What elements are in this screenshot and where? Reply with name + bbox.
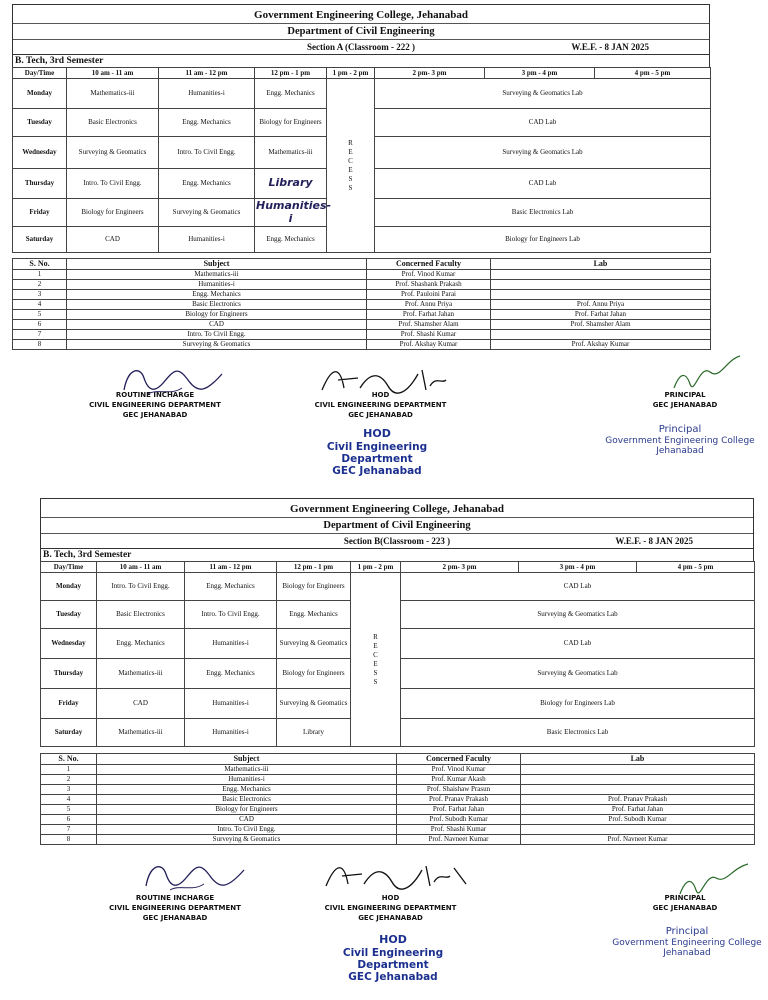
day-cell: Saturday — [13, 227, 67, 253]
header-cell: 12 pm - 1 pm — [255, 68, 327, 79]
slot-cell: Biology for Engineers — [67, 199, 159, 227]
serial-no: 6 — [13, 320, 67, 330]
section-label: Section B(Classroom - 223 ) — [343, 536, 451, 546]
faculty-name: Prof. Annu Priya — [367, 300, 491, 310]
routine-incharge-signature — [140, 856, 250, 896]
serial-no: 3 — [13, 290, 67, 300]
slot-cell-handwritten: Library — [255, 169, 327, 199]
program-label: B. Tech, 3rd Semester — [12, 54, 710, 67]
lab-cell: Surveying & Geomatics Lab — [375, 79, 711, 109]
subject-name: Humanities-i — [67, 280, 367, 290]
lab-faculty — [491, 280, 711, 290]
lab-faculty: Prof. Farhat Jahan — [491, 310, 711, 320]
day-cell: Wednesday — [41, 629, 97, 659]
timetable-grid — [40, 561, 755, 747]
timetable-header-row — [41, 562, 755, 573]
day-cell: Thursday — [41, 659, 97, 689]
faculty-name: Prof. Farhat Jahan — [367, 310, 491, 320]
day-cell: Wednesday — [13, 137, 67, 169]
slot-cell: Humanities-i — [185, 629, 277, 659]
signatory-title: ROUTINE INCHARGE — [115, 391, 195, 399]
slot-cell: Intro. To Civil Engg. — [159, 137, 255, 169]
subject-faculty-table — [12, 258, 711, 350]
slot-cell: Surveying & Geomatics — [159, 199, 255, 227]
slot-cell: Basic Electronics — [97, 601, 185, 629]
faculty-name: Prof. Vinod Kumar — [367, 270, 491, 280]
faculty-name: Prof. Shashank Prakash — [367, 280, 491, 290]
sheet-header — [12, 4, 710, 54]
lab-cell: Surveying & Geomatics Lab — [401, 601, 755, 629]
subject-name: Mathematics-iii — [67, 270, 367, 280]
header-cell: Day/Time — [13, 68, 67, 79]
subject-name: CAD — [67, 320, 367, 330]
recess-letter: R — [373, 632, 378, 641]
stamp-line: Jehanabad — [656, 445, 704, 456]
department-name: Department of Civil Engineering — [13, 24, 709, 40]
section-title — [41, 534, 753, 548]
stamp-line: Principal — [665, 926, 709, 937]
stamp-line: GEC Jehanabad — [348, 970, 438, 983]
signatory-department: CIVIL ENGINEERING DEPARTMENT — [314, 401, 447, 409]
lab-faculty — [521, 825, 755, 835]
recess-letter: C — [348, 156, 353, 165]
faculty-name: Prof. Akshay Kumar — [367, 340, 491, 350]
serial-no: 1 — [41, 765, 97, 775]
lab-cell: CAD Lab — [375, 169, 711, 199]
slot-cell: Surveying & Geomatics — [277, 629, 351, 659]
slot-cell: Basic Electronics — [67, 109, 159, 137]
slot-cell: Engg. Mechanics — [97, 629, 185, 659]
stamp-line: Government Engineering College — [605, 435, 755, 446]
recess-letter: S — [373, 668, 378, 677]
timetable-grid — [12, 67, 711, 253]
signatory-department: CIVIL ENGINEERING DEPARTMENT — [109, 904, 241, 912]
lab-cell: Basic Electronics Lab — [401, 719, 755, 747]
header-cell: 3 pm - 4 pm — [485, 68, 595, 79]
timetable-header-row — [13, 68, 711, 79]
serial-no: 7 — [13, 330, 67, 340]
signatory-department: CIVIL ENGINEERING DEPARTMENT — [324, 904, 457, 912]
recess-letter: S — [348, 183, 353, 192]
slot-cell: Biology for Engineers — [277, 659, 351, 689]
header-cell: 1 pm - 2 pm — [351, 562, 401, 573]
subject-header-row — [13, 259, 711, 270]
subject-row — [41, 775, 755, 785]
wef-date: W.E.F. - 8 JAN 2025 — [571, 42, 649, 52]
program-label: B. Tech, 3rd Semester — [40, 548, 754, 561]
slot-cell: Humanities-i — [159, 227, 255, 253]
stamp-line: Government Engineering College — [612, 937, 762, 948]
serial-no: 2 — [13, 280, 67, 290]
subject-row — [41, 785, 755, 795]
lab-faculty — [521, 775, 755, 785]
slot-cell: Humanities-i — [185, 689, 277, 719]
slot-cell: CAD — [97, 689, 185, 719]
subject-name: Basic Electronics — [97, 795, 397, 805]
serial-no: 4 — [41, 795, 97, 805]
subject-row — [13, 270, 711, 280]
signatory-title: HOD — [381, 894, 400, 902]
lab-faculty: Prof. Farhat Jahan — [521, 805, 755, 815]
lab-cell: CAD Lab — [401, 573, 755, 601]
recess-letter: E — [373, 641, 378, 650]
signatory-institution: GEC JEHANABAD — [142, 914, 208, 922]
subject-name: Surveying & Geomatics — [97, 835, 397, 845]
faculty-name: Prof. Vinod Kumar — [397, 765, 521, 775]
subject-row — [41, 805, 755, 815]
lab-cell: Surveying & Geomatics Lab — [401, 659, 755, 689]
hod-stamp — [292, 428, 462, 477]
subject-row — [41, 795, 755, 805]
signatory-title: ROUTINE INCHARGE — [135, 894, 215, 902]
day-cell: Tuesday — [41, 601, 97, 629]
slot-cell: Surveying & Geomatics — [277, 689, 351, 719]
subject-row — [13, 330, 711, 340]
subject-row — [41, 825, 755, 835]
stamp-line: Civil Engineering Department — [326, 440, 428, 465]
stamp-line: Principal — [658, 424, 702, 435]
serial-no: 7 — [41, 825, 97, 835]
slot-cell: Engg. Mechanics — [159, 109, 255, 137]
recess-cell — [351, 573, 401, 747]
slot-cell: Intro. To Civil Engg. — [97, 573, 185, 601]
hod-stamp — [308, 934, 478, 983]
lab-faculty — [521, 785, 755, 795]
subject-row — [41, 815, 755, 825]
recess-letter: S — [373, 677, 378, 686]
lab-faculty — [491, 270, 711, 280]
header-cell: 4 pm - 5 pm — [637, 562, 755, 573]
faculty-name: Prof. Subodh Kumar — [397, 815, 521, 825]
subject-name: Mathematics-iii — [97, 765, 397, 775]
lab-faculty: Prof. Akshay Kumar — [491, 340, 711, 350]
serial-no: 8 — [13, 340, 67, 350]
signatory-department: CIVIL ENGINEERING DEPARTMENT — [89, 401, 221, 409]
subject-name: Basic Electronics — [67, 300, 367, 310]
subject-name: Humanities-i — [97, 775, 397, 785]
slot-cell: Engg. Mechanics — [159, 169, 255, 199]
slot-cell: Engg. Mechanics — [277, 601, 351, 629]
header-cell: Concerned Faculty — [397, 754, 521, 765]
slot-cell: Surveying & Geomatics — [67, 137, 159, 169]
subject-name: Biology for Engineers — [67, 310, 367, 320]
lab-faculty: Prof. Navneet Kumar — [521, 835, 755, 845]
slot-cell: Engg. Mechanics — [185, 659, 277, 689]
recess-letter: S — [348, 174, 353, 183]
lab-cell: Biology for Engineers Lab — [375, 227, 711, 253]
lab-cell: CAD Lab — [375, 109, 711, 137]
lab-faculty: Prof. Shamsher Alam — [491, 320, 711, 330]
serial-no: 3 — [41, 785, 97, 795]
header-cell: 10 am - 11 am — [97, 562, 185, 573]
subject-header-row — [41, 754, 755, 765]
faculty-name: Prof. Farhat Jahan — [397, 805, 521, 815]
header-cell: 4 pm - 5 pm — [595, 68, 711, 79]
subject-row — [13, 280, 711, 290]
slot-cell: Mathematics-iii — [67, 79, 159, 109]
subject-name: Intro. To Civil Engg. — [67, 330, 367, 340]
subject-row — [13, 310, 711, 320]
header-cell: 12 pm - 1 pm — [277, 562, 351, 573]
signatory-institution: GEC JEHANABAD — [652, 401, 718, 409]
recess-letter: E — [348, 165, 353, 174]
serial-no: 1 — [13, 270, 67, 280]
day-cell: Saturday — [41, 719, 97, 747]
lab-faculty: Prof. Pranav Prakash — [521, 795, 755, 805]
subject-row — [13, 300, 711, 310]
slot-cell: Biology for Engineers — [255, 109, 327, 137]
header-cell: Subject — [67, 259, 367, 270]
header-cell: Lab — [521, 754, 755, 765]
college-name: Government Engineering College, Jehanabad — [13, 5, 709, 24]
subject-name: Biology for Engineers — [97, 805, 397, 815]
slot-cell: Mathematics-iii — [97, 719, 185, 747]
recess-cell — [327, 79, 375, 253]
slot-cell: CAD — [67, 227, 159, 253]
faculty-name: Prof. Kumar Akash — [397, 775, 521, 785]
serial-no: 6 — [41, 815, 97, 825]
signatory-institution: GEC JEHANABAD — [358, 914, 423, 922]
faculty-name: Prof. Pauloini Parai — [367, 290, 491, 300]
faculty-name: Prof. Shashi Kumar — [397, 825, 521, 835]
recess-letter: C — [373, 650, 378, 659]
serial-no: 2 — [41, 775, 97, 785]
routine-incharge-block — [90, 893, 260, 923]
header-cell: Day/Time — [41, 562, 97, 573]
slot-cell: Humanities-i — [185, 719, 277, 747]
day-row — [41, 573, 755, 601]
lab-faculty — [491, 330, 711, 340]
slot-cell: Mathematics-iii — [255, 137, 327, 169]
serial-no: 4 — [13, 300, 67, 310]
stamp-line: GEC Jehanabad — [332, 464, 422, 477]
principal-block — [640, 390, 730, 410]
faculty-name: Prof. Navneet Kumar — [397, 835, 521, 845]
recess-letter: E — [348, 147, 353, 156]
college-name: Government Engineering College, Jehanabad — [41, 499, 753, 518]
principal-signature — [670, 352, 750, 394]
lab-cell: Biology for Engineers Lab — [401, 689, 755, 719]
header-cell: 11 am - 12 pm — [159, 68, 255, 79]
faculty-name: Prof. Pranav Prakash — [397, 795, 521, 805]
header-cell: 2 pm- 3 pm — [375, 68, 485, 79]
subject-row — [41, 765, 755, 775]
stamp-line: HOD — [379, 933, 407, 946]
slot-cell: Engg. Mechanics — [185, 573, 277, 601]
recess-letter: E — [373, 659, 378, 668]
timetable-sheet-section-b — [40, 498, 754, 845]
timetable-sheet-section-a — [12, 4, 710, 350]
serial-no: 5 — [13, 310, 67, 320]
day-cell: Friday — [41, 689, 97, 719]
day-row — [13, 79, 711, 109]
header-cell: 3 pm - 4 pm — [519, 562, 637, 573]
slot-cell: Mathematics-iii — [97, 659, 185, 689]
slot-cell: Engg. Mechanics — [255, 79, 327, 109]
stamp-line: Civil Engineering Department — [342, 946, 444, 971]
subject-name: Intro. To Civil Engg. — [97, 825, 397, 835]
header-cell: S. No. — [13, 259, 67, 270]
header-cell: S. No. — [41, 754, 97, 765]
header-cell: 10 am - 11 am — [67, 68, 159, 79]
subject-row — [13, 340, 711, 350]
recess-letter: R — [348, 138, 353, 147]
stamp-line: Jehanabad — [663, 947, 711, 958]
principal-stamp — [612, 926, 762, 958]
day-cell: Monday — [13, 79, 67, 109]
header-cell: Lab — [491, 259, 711, 270]
signatory-title: HOD — [371, 391, 390, 399]
faculty-name: Prof. Shashi Kumar — [367, 330, 491, 340]
lab-faculty: Prof. Annu Priya — [491, 300, 711, 310]
slot-cell: Intro. To Civil Engg. — [185, 601, 277, 629]
lab-cell: CAD Lab — [401, 629, 755, 659]
subject-row — [41, 835, 755, 845]
subject-faculty-table — [40, 753, 755, 845]
faculty-name: Prof. Shamsher Alam — [367, 320, 491, 330]
day-cell: Tuesday — [13, 109, 67, 137]
subject-row — [13, 290, 711, 300]
day-cell: Thursday — [13, 169, 67, 199]
slot-cell: Intro. To Civil Engg. — [67, 169, 159, 199]
subject-name: Engg. Mechanics — [97, 785, 397, 795]
signatory-title: PRINCIPAL — [664, 894, 706, 902]
lab-faculty: Prof. Subodh Kumar — [521, 815, 755, 825]
header-cell: 11 am - 12 pm — [185, 562, 277, 573]
sheet-header — [40, 498, 754, 548]
faculty-name: Prof. Shaishaw Prasun — [397, 785, 521, 795]
day-cell: Monday — [41, 573, 97, 601]
department-name: Department of Civil Engineering — [41, 518, 753, 534]
section-title — [13, 40, 709, 54]
header-cell: 2 pm- 3 pm — [401, 562, 519, 573]
slot-cell-handwritten: Humanities-i — [256, 198, 332, 225]
slot-cell: Library — [277, 719, 351, 747]
lab-faculty — [521, 765, 755, 775]
signatory-title: PRINCIPAL — [664, 391, 706, 399]
principal-block — [640, 893, 730, 913]
subject-name: Engg. Mechanics — [67, 290, 367, 300]
serial-no: 5 — [41, 805, 97, 815]
header-cell: Subject — [97, 754, 397, 765]
hod-signature — [322, 858, 472, 894]
wef-date: W.E.F. - 8 JAN 2025 — [615, 536, 693, 546]
slot-cell: Humanities-i — [159, 79, 255, 109]
hod-block — [308, 893, 473, 923]
lab-cell: Basic Electronics Lab — [375, 199, 711, 227]
subject-name: Surveying & Geomatics — [67, 340, 367, 350]
subject-name: CAD — [97, 815, 397, 825]
principal-stamp — [605, 424, 755, 456]
section-label: Section A (Classroom - 222 ) — [306, 42, 416, 52]
serial-no: 8 — [41, 835, 97, 845]
signatory-institution: GEC JEHANABAD — [348, 411, 413, 419]
signatory-institution: GEC JEHANABAD — [652, 904, 718, 912]
hod-block — [298, 390, 463, 420]
lab-cell: Surveying & Geomatics Lab — [375, 137, 711, 169]
day-cell: Friday — [13, 199, 67, 227]
lab-faculty — [491, 290, 711, 300]
header-cell: Concerned Faculty — [367, 259, 491, 270]
header-cell: 1 pm - 2 pm — [327, 68, 375, 79]
stamp-line: HOD — [363, 427, 391, 440]
subject-row — [13, 320, 711, 330]
signatory-institution: GEC JEHANABAD — [122, 411, 188, 419]
slot-cell: Biology for Engineers — [277, 573, 351, 601]
slot-cell: Engg. Mechanics — [255, 227, 327, 253]
routine-incharge-block — [70, 390, 240, 420]
